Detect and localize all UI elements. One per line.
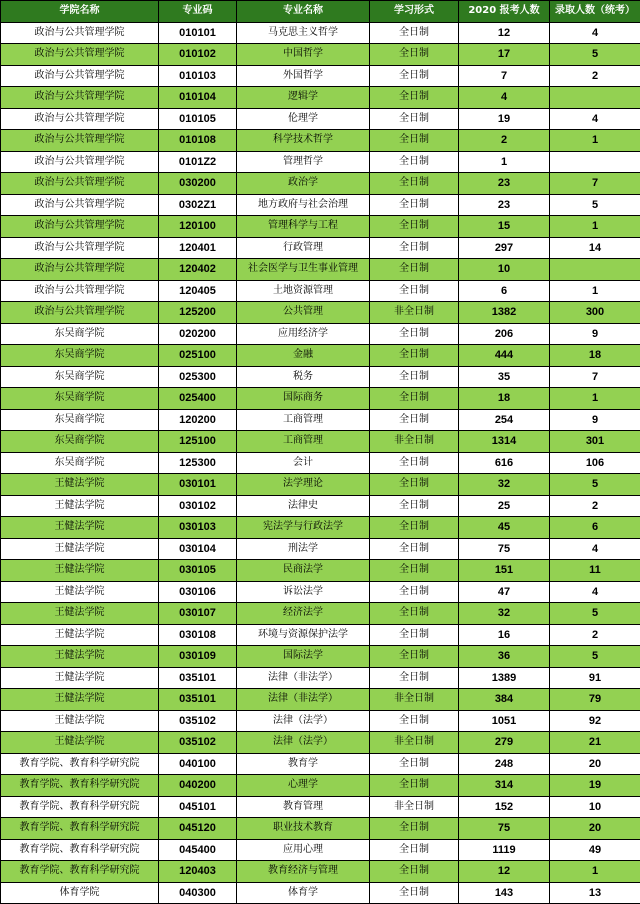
cell-mode: 非全日制 [370,796,459,818]
cell-admitted: 106 [550,452,640,474]
cell-admitted: 20 [550,753,640,775]
cell-code: 030106 [159,581,237,603]
cell-major: 国际法学 [237,646,370,668]
cell-major: 马克思主义哲学 [237,22,370,44]
cell-applicants: 206 [459,323,550,345]
cell-admitted: 79 [550,689,640,711]
header-code: 专业码 [159,1,237,23]
table-row [1,151,640,173]
cell-college: 东吴商学院 [1,388,159,410]
table-row [1,624,640,646]
cell-college: 政治与公共管理学院 [1,151,159,173]
cell-college: 王健法学院 [1,710,159,732]
cell-code: 025300 [159,366,237,388]
cell-major: 环境与资源保护法学 [237,624,370,646]
cell-mode: 全日制 [370,44,459,66]
cell-admitted: 4 [550,108,640,130]
cell-applicants: 18 [459,388,550,410]
cell-college: 政治与公共管理学院 [1,237,159,259]
table-row [1,538,640,560]
cell-code: 120402 [159,259,237,281]
cell-major: 法律（非法学） [237,689,370,711]
table-row [1,796,640,818]
cell-code: 120403 [159,861,237,883]
table-row [1,130,640,152]
cell-mode: 全日制 [370,323,459,345]
cell-admitted: 301 [550,431,640,453]
header-college: 学院名称 [1,1,159,23]
cell-major: 职业技术教育 [237,818,370,840]
cell-mode: 全日制 [370,495,459,517]
cell-admitted: 300 [550,302,640,324]
cell-code: 125100 [159,431,237,453]
table-row [1,259,640,281]
cell-admitted: 9 [550,409,640,431]
cell-code: 125200 [159,302,237,324]
cell-mode: 全日制 [370,65,459,87]
cell-code: 120405 [159,280,237,302]
cell-college: 政治与公共管理学院 [1,87,159,109]
cell-applicants: 2 [459,130,550,152]
table-row [1,194,640,216]
cell-college: 东吴商学院 [1,345,159,367]
cell-code: 010101 [159,22,237,44]
cell-code: 030104 [159,538,237,560]
cell-applicants: 45 [459,517,550,539]
cell-admitted [550,259,640,281]
cell-major: 金融 [237,345,370,367]
cell-college: 政治与公共管理学院 [1,194,159,216]
table-row [1,173,640,195]
cell-code: 125300 [159,452,237,474]
cell-major: 管理科学与工程 [237,216,370,238]
table-row [1,581,640,603]
cell-college: 王健法学院 [1,646,159,668]
cell-college: 王健法学院 [1,667,159,689]
cell-admitted: 1 [550,280,640,302]
cell-admitted: 2 [550,624,640,646]
cell-major: 国际商务 [237,388,370,410]
cell-admitted: 7 [550,366,640,388]
cell-admitted: 5 [550,603,640,625]
cell-college: 教育学院、教育科学研究院 [1,818,159,840]
cell-major: 宪法学与行政法学 [237,517,370,539]
cell-college: 政治与公共管理学院 [1,259,159,281]
cell-college: 王健法学院 [1,474,159,496]
header-applicants: 2020 报考人数 [459,1,550,23]
table-row [1,839,640,861]
cell-major: 法律史 [237,495,370,517]
cell-mode: 全日制 [370,280,459,302]
cell-mode: 非全日制 [370,431,459,453]
cell-college: 教育学院、教育科学研究院 [1,753,159,775]
cell-admitted: 4 [550,538,640,560]
table-row [1,87,640,109]
header-mode: 学习形式 [370,1,459,23]
cell-mode: 全日制 [370,130,459,152]
cell-major: 伦理学 [237,108,370,130]
table-row [1,710,640,732]
cell-admitted: 5 [550,474,640,496]
cell-major: 体育学 [237,882,370,904]
table-row [1,689,640,711]
cell-code: 030103 [159,517,237,539]
table-row [1,603,640,625]
cell-major: 社会医学与卫生事业管理 [237,259,370,281]
cell-college: 王健法学院 [1,689,159,711]
cell-major: 心理学 [237,775,370,797]
table-row [1,495,640,517]
cell-code: 045400 [159,839,237,861]
cell-mode: 全日制 [370,882,459,904]
cell-college: 王健法学院 [1,517,159,539]
cell-major: 诉讼法学 [237,581,370,603]
cell-college: 东吴商学院 [1,366,159,388]
cell-admitted: 9 [550,323,640,345]
cell-applicants: 6 [459,280,550,302]
cell-mode: 全日制 [370,409,459,431]
cell-college: 王健法学院 [1,538,159,560]
cell-applicants: 143 [459,882,550,904]
cell-applicants: 23 [459,173,550,195]
cell-major: 工商管理 [237,431,370,453]
cell-mode: 全日制 [370,366,459,388]
cell-applicants: 1382 [459,302,550,324]
cell-applicants: 151 [459,560,550,582]
cell-college: 王健法学院 [1,581,159,603]
table-row [1,452,640,474]
table-row [1,216,640,238]
table-header-row [1,1,640,23]
cell-admitted: 6 [550,517,640,539]
cell-applicants: 152 [459,796,550,818]
cell-college: 东吴商学院 [1,323,159,345]
cell-mode: 全日制 [370,667,459,689]
cell-college: 政治与公共管理学院 [1,130,159,152]
cell-applicants: 10 [459,259,550,281]
cell-applicants: 616 [459,452,550,474]
cell-admitted: 20 [550,818,640,840]
cell-code: 0302Z1 [159,194,237,216]
cell-code: 025400 [159,388,237,410]
cell-admitted: 5 [550,646,640,668]
cell-applicants: 15 [459,216,550,238]
cell-mode: 全日制 [370,87,459,109]
cell-code: 030109 [159,646,237,668]
cell-applicants: 32 [459,603,550,625]
cell-major: 地方政府与社会治理 [237,194,370,216]
cell-college: 政治与公共管理学院 [1,44,159,66]
cell-college: 王健法学院 [1,560,159,582]
cell-applicants: 17 [459,44,550,66]
cell-admitted: 10 [550,796,640,818]
cell-code: 020200 [159,323,237,345]
cell-major: 政治学 [237,173,370,195]
cell-admitted: 13 [550,882,640,904]
cell-mode: 全日制 [370,538,459,560]
cell-mode: 全日制 [370,839,459,861]
cell-applicants: 384 [459,689,550,711]
cell-major: 外国哲学 [237,65,370,87]
cell-applicants: 1 [459,151,550,173]
cell-admitted: 1 [550,388,640,410]
cell-college: 政治与公共管理学院 [1,173,159,195]
cell-applicants: 75 [459,818,550,840]
cell-code: 040100 [159,753,237,775]
cell-major: 税务 [237,366,370,388]
cell-college: 体育学院 [1,882,159,904]
cell-college: 王健法学院 [1,495,159,517]
cell-major: 教育学 [237,753,370,775]
table-body [1,22,640,904]
cell-applicants: 35 [459,366,550,388]
cell-major: 民商法学 [237,560,370,582]
cell-mode: 非全日制 [370,302,459,324]
cell-college: 教育学院、教育科学研究院 [1,839,159,861]
cell-mode: 全日制 [370,388,459,410]
cell-mode: 全日制 [370,775,459,797]
cell-admitted: 7 [550,173,640,195]
table-row [1,775,640,797]
cell-college: 政治与公共管理学院 [1,216,159,238]
cell-code: 010108 [159,130,237,152]
table-row [1,44,640,66]
cell-mode: 全日制 [370,861,459,883]
header-major: 专业名称 [237,1,370,23]
cell-code: 030105 [159,560,237,582]
cell-major: 刑法学 [237,538,370,560]
cell-college: 政治与公共管理学院 [1,302,159,324]
table-row [1,646,640,668]
header-admitted: 录取人数（统考） [550,1,640,23]
cell-admitted: 4 [550,22,640,44]
cell-applicants: 248 [459,753,550,775]
cell-admitted: 19 [550,775,640,797]
cell-college: 东吴商学院 [1,409,159,431]
cell-major: 法学理论 [237,474,370,496]
cell-mode: 全日制 [370,603,459,625]
cell-major: 应用经济学 [237,323,370,345]
cell-applicants: 1119 [459,839,550,861]
cell-major: 应用心理 [237,839,370,861]
cell-college: 王健法学院 [1,603,159,625]
cell-mode: 全日制 [370,624,459,646]
cell-code: 040300 [159,882,237,904]
cell-admitted: 2 [550,495,640,517]
cell-admitted: 2 [550,65,640,87]
cell-applicants: 1051 [459,710,550,732]
table-row [1,366,640,388]
cell-mode: 全日制 [370,474,459,496]
cell-mode: 全日制 [370,22,459,44]
cell-applicants: 16 [459,624,550,646]
table-row [1,22,640,44]
cell-code: 040200 [159,775,237,797]
cell-mode: 全日制 [370,818,459,840]
cell-applicants: 32 [459,474,550,496]
cell-admitted: 1 [550,216,640,238]
cell-major: 法律（法学） [237,732,370,754]
cell-code: 010103 [159,65,237,87]
cell-college: 教育学院、教育科学研究院 [1,861,159,883]
cell-admitted: 91 [550,667,640,689]
cell-major: 行政管理 [237,237,370,259]
cell-code: 120100 [159,216,237,238]
cell-major: 公共管理 [237,302,370,324]
cell-mode: 全日制 [370,560,459,582]
cell-applicants: 7 [459,65,550,87]
cell-applicants: 12 [459,861,550,883]
cell-applicants: 12 [459,22,550,44]
cell-applicants: 297 [459,237,550,259]
table-row [1,409,640,431]
cell-college: 政治与公共管理学院 [1,65,159,87]
cell-admitted: 5 [550,194,640,216]
cell-mode: 全日制 [370,517,459,539]
cell-college: 教育学院、教育科学研究院 [1,775,159,797]
cell-admitted: 92 [550,710,640,732]
cell-code: 030200 [159,173,237,195]
cell-code: 010105 [159,108,237,130]
cell-mode: 全日制 [370,237,459,259]
table-row [1,280,640,302]
table-row [1,323,640,345]
table-row [1,431,640,453]
cell-major: 法律（法学） [237,710,370,732]
cell-applicants: 75 [459,538,550,560]
cell-applicants: 23 [459,194,550,216]
cell-college: 教育学院、教育科学研究院 [1,796,159,818]
cell-major: 土地资源管理 [237,280,370,302]
cell-college: 政治与公共管理学院 [1,108,159,130]
cell-major: 工商管理 [237,409,370,431]
cell-mode: 全日制 [370,581,459,603]
cell-code: 035101 [159,689,237,711]
cell-admitted: 18 [550,345,640,367]
cell-code: 0101Z2 [159,151,237,173]
cell-code: 030107 [159,603,237,625]
cell-code: 030101 [159,474,237,496]
cell-major: 管理哲学 [237,151,370,173]
cell-code: 030108 [159,624,237,646]
cell-applicants: 36 [459,646,550,668]
cell-mode: 全日制 [370,151,459,173]
table-row [1,560,640,582]
cell-code: 030102 [159,495,237,517]
cell-code: 010104 [159,87,237,109]
cell-mode: 全日制 [370,452,459,474]
cell-code: 120401 [159,237,237,259]
cell-major: 中国哲学 [237,44,370,66]
cell-major: 会计 [237,452,370,474]
cell-code: 035102 [159,732,237,754]
table-row [1,882,640,904]
cell-code: 035102 [159,710,237,732]
table-row [1,345,640,367]
cell-college: 王健法学院 [1,624,159,646]
cell-code: 010102 [159,44,237,66]
cell-college: 王健法学院 [1,732,159,754]
cell-code: 025100 [159,345,237,367]
cell-admitted: 14 [550,237,640,259]
table-row [1,65,640,87]
cell-applicants: 25 [459,495,550,517]
cell-admitted [550,87,640,109]
cell-mode: 全日制 [370,194,459,216]
cell-code: 045120 [159,818,237,840]
cell-mode: 非全日制 [370,732,459,754]
cell-major: 教育经济与管理 [237,861,370,883]
cell-admitted: 21 [550,732,640,754]
table-row [1,861,640,883]
cell-applicants: 1314 [459,431,550,453]
table-row [1,753,640,775]
table-row [1,388,640,410]
table-row [1,667,640,689]
cell-admitted [550,151,640,173]
cell-mode: 全日制 [370,173,459,195]
cell-major: 教育管理 [237,796,370,818]
cell-code: 035101 [159,667,237,689]
cell-admitted: 1 [550,861,640,883]
cell-major: 科学技术哲学 [237,130,370,152]
table-row [1,108,640,130]
cell-admitted: 4 [550,581,640,603]
cell-mode: 全日制 [370,646,459,668]
table-row [1,302,640,324]
table-row [1,818,640,840]
table-row [1,732,640,754]
cell-admitted: 1 [550,130,640,152]
table-row [1,237,640,259]
cell-applicants: 4 [459,87,550,109]
cell-applicants: 279 [459,732,550,754]
cell-admitted: 5 [550,44,640,66]
cell-college: 政治与公共管理学院 [1,22,159,44]
cell-mode: 全日制 [370,345,459,367]
cell-code: 120200 [159,409,237,431]
cell-code: 045101 [159,796,237,818]
cell-mode: 非全日制 [370,689,459,711]
cell-college: 东吴商学院 [1,452,159,474]
cell-applicants: 254 [459,409,550,431]
cell-admitted: 11 [550,560,640,582]
cell-mode: 全日制 [370,259,459,281]
cell-applicants: 444 [459,345,550,367]
cell-major: 法律（非法学） [237,667,370,689]
cell-mode: 全日制 [370,753,459,775]
cell-admitted: 49 [550,839,640,861]
cell-college: 政治与公共管理学院 [1,280,159,302]
table-row [1,517,640,539]
cell-major: 经济法学 [237,603,370,625]
cell-mode: 全日制 [370,710,459,732]
cell-mode: 全日制 [370,108,459,130]
cell-applicants: 314 [459,775,550,797]
table-row [1,474,640,496]
cell-applicants: 1389 [459,667,550,689]
cell-college: 东吴商学院 [1,431,159,453]
cell-applicants: 47 [459,581,550,603]
cell-major: 逻辑学 [237,87,370,109]
cell-applicants: 19 [459,108,550,130]
cell-mode: 全日制 [370,216,459,238]
